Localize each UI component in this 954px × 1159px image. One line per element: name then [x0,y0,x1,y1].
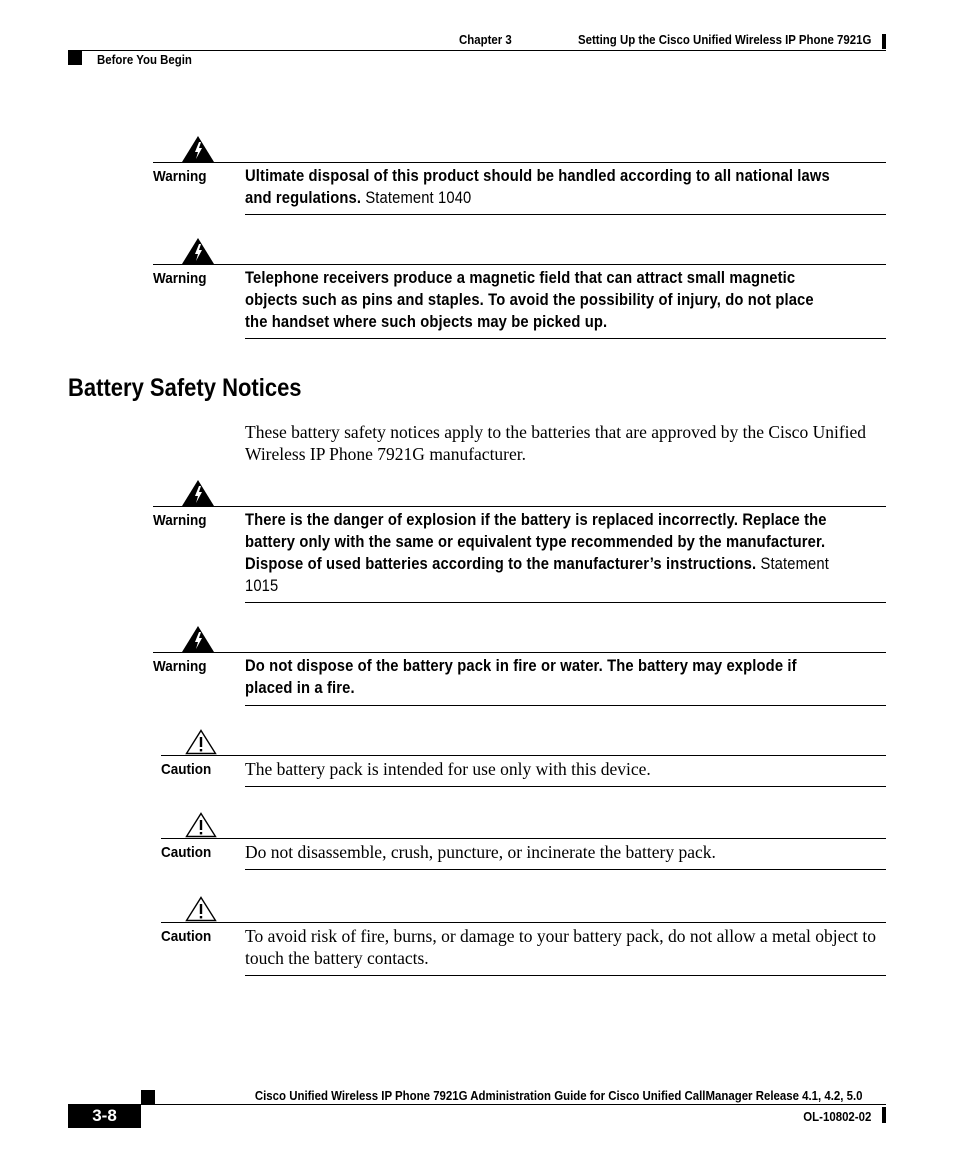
warning-label: Warning [153,658,207,675]
warning-bold-text: Do not dispose of the battery pack in fire or water. The battery may explode if placed in a fire. [245,657,797,697]
warning-label: Warning [153,512,207,529]
page-number: 3-8 [68,1104,141,1128]
section-title: Battery Safety Notices [68,374,302,402]
warning-rule-top [153,506,886,507]
caution-label: Caution [161,761,212,778]
warning-rule-bottom [245,214,886,215]
caution-label: Caution [161,928,212,945]
header-chapter-title: Setting Up the Cisco Unified Wireless IP Phone 7921G [577,32,871,47]
caution-rule-bottom [245,869,886,870]
warning-bold-text: Ultimate disposal of this product should be handled according to all national laws and regulations. [245,167,830,207]
statement-number: Statement 1015 [245,555,829,595]
warning-rule-top [153,264,886,265]
warning-bold-text: Telephone receivers produce a magnetic field that can attract small magnetic objects such as pins and staples. To avoid the possibility of injury, do not place the handset where such objects may be picked up. [245,269,814,331]
warning-lightning-icon [181,479,215,507]
statement-number: Statement 1040 [361,189,472,207]
footer-rule [68,1104,886,1105]
warning-text [245,165,839,209]
caution-exclamation-icon [185,729,217,755]
warning-lightning-icon [181,135,215,163]
footer-left-square [141,1090,155,1104]
caution-exclamation-icon [185,896,217,922]
caution-label: Caution [161,844,212,861]
caution-text: The battery pack is intended for use only with this device. [245,759,651,779]
warning-text [245,655,839,699]
warning-text [245,267,839,333]
warning-rule-top [153,652,886,653]
warning-label: Warning [153,270,207,287]
footer-guide-title: Cisco Unified Wireless IP Phone 7921G Administration Guide for Cisco Unified CallManager Release 4.1, 4.2, 5.0 [255,1088,863,1103]
warning-label: Warning [153,168,207,185]
caution-rule-top [161,755,886,756]
caution-rule-bottom [245,975,886,976]
warning-bold-text: There is the danger of explosion if the battery is replaced incorrectly. Replace the battery only with the same or equivalent type recommended by the manufacturer. Dispose of used batteries according to the manufacturer’s instructions. [245,511,827,573]
warning-lightning-icon [181,237,215,265]
footer-right-bar [882,1107,886,1123]
warning-rule-bottom [245,602,886,603]
header-left-square [68,51,82,65]
caution-rule-bottom [245,786,886,787]
section-intro: These battery safety notices apply to the batteries that are approved by the Cisco Unified Wireless IP Phone 7921G manufacturer. [245,422,867,464]
warning-rule-bottom [245,338,886,339]
header-rule [68,50,886,51]
caution-exclamation-icon [185,812,217,838]
warning-rule-top [153,162,886,163]
header-right-bar [882,34,886,49]
header-chapter: Chapter 3 [459,32,512,47]
caution-text: To avoid risk of fire, burns, or damage to your battery pack, do not allow a metal object to touch the battery contacts. [245,926,877,968]
footer-doc-number: OL-10802-02 [802,1109,871,1124]
caution-rule-top [161,922,886,923]
warning-rule-bottom [245,705,886,706]
caution-rule-top [161,838,886,839]
warning-lightning-icon [181,625,215,653]
caution-text: Do not disassemble, crush, puncture, or incinerate the battery pack. [245,842,716,862]
header-section: Before You Begin [97,52,192,67]
warning-text [245,509,839,597]
